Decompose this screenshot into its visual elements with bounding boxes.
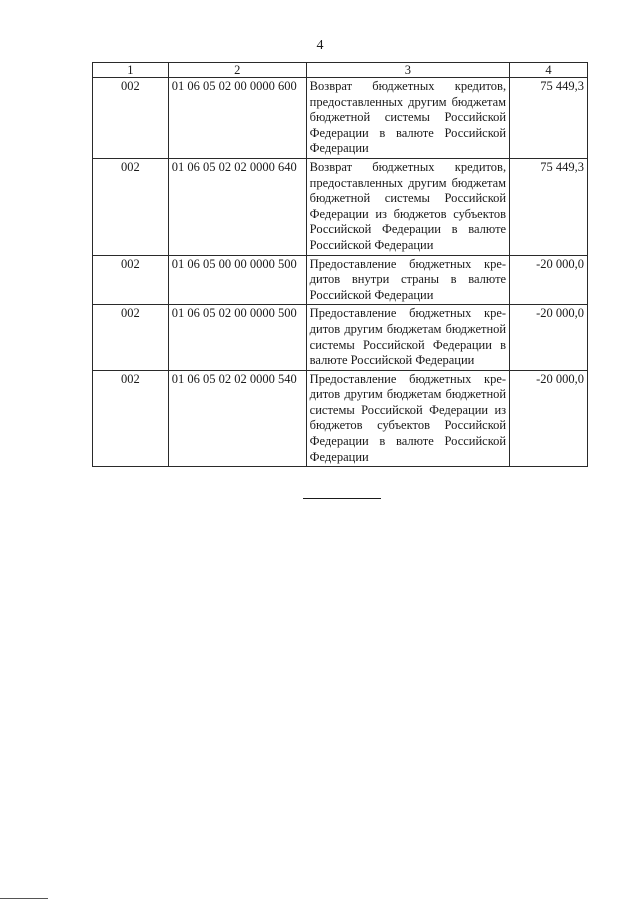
source-name-cell: Предоставление бюджетных кредитов внутри страны в валюте Российской Федерации — [306, 255, 509, 305]
budget-sources-table — [92, 62, 588, 467]
table-row — [93, 370, 588, 467]
budget-code-cell: 01 06 05 02 00 0000 600 — [168, 78, 306, 159]
source-name-cell: Возврат бюджетных кредитов, предоставленных другим бюджетам бюджетной системы Российской Федерации в валюте Российской Федерации — [306, 78, 509, 159]
source-name-cell: Предоставление бюджетных кредитов другим бюджетам бюджетной системы Российской Федерации в валюте Российской Федерации — [306, 305, 509, 370]
source-name-cell: Возврат бюджетных кредитов, предоставленных другим бюджетам бюджетной системы Российской Федерации из бюджетов субъектов Российской Федерации в валюте Российской Федерации — [306, 158, 509, 255]
amount-cell: 75 449,3 — [510, 78, 588, 159]
budget-code-cell: 01 06 05 02 02 0000 640 — [168, 158, 306, 255]
table-row — [93, 255, 588, 305]
table-row — [93, 158, 588, 255]
header-col-2: 2 — [168, 63, 306, 78]
amount-cell: -20 000,0 — [510, 255, 588, 305]
header-col-1: 1 — [93, 63, 169, 78]
header-col-4: 4 — [510, 63, 588, 78]
amount-cell: 75 449,3 — [510, 158, 588, 255]
page-number: 4 — [316, 38, 324, 53]
header-col-3: 3 — [306, 63, 509, 78]
budget-code-cell: 01 06 05 00 00 0000 500 — [168, 255, 306, 305]
amount-cell: -20 000,0 — [510, 305, 588, 370]
closing-rule — [303, 498, 381, 499]
table-row — [93, 305, 588, 370]
table-row — [93, 78, 588, 159]
admin-code-cell: 002 — [93, 305, 169, 370]
table-header-row — [93, 63, 588, 78]
source-name-cell: Предоставление бюджетных кредитов другим бюджетам бюджетной системы Российской Федерации из бюджетов субъектов Российской Федерации в валюте Российской Федерации — [306, 370, 509, 467]
admin-code-cell: 002 — [93, 255, 169, 305]
admin-code-cell: 002 — [93, 78, 169, 159]
margin-mark — [0, 898, 48, 899]
amount-cell: -20 000,0 — [510, 370, 588, 467]
admin-code-cell: 002 — [93, 158, 169, 255]
budget-code-cell: 01 06 05 02 02 0000 540 — [168, 370, 306, 467]
budget-code-cell: 01 06 05 02 00 0000 500 — [168, 305, 306, 370]
admin-code-cell: 002 — [93, 370, 169, 467]
